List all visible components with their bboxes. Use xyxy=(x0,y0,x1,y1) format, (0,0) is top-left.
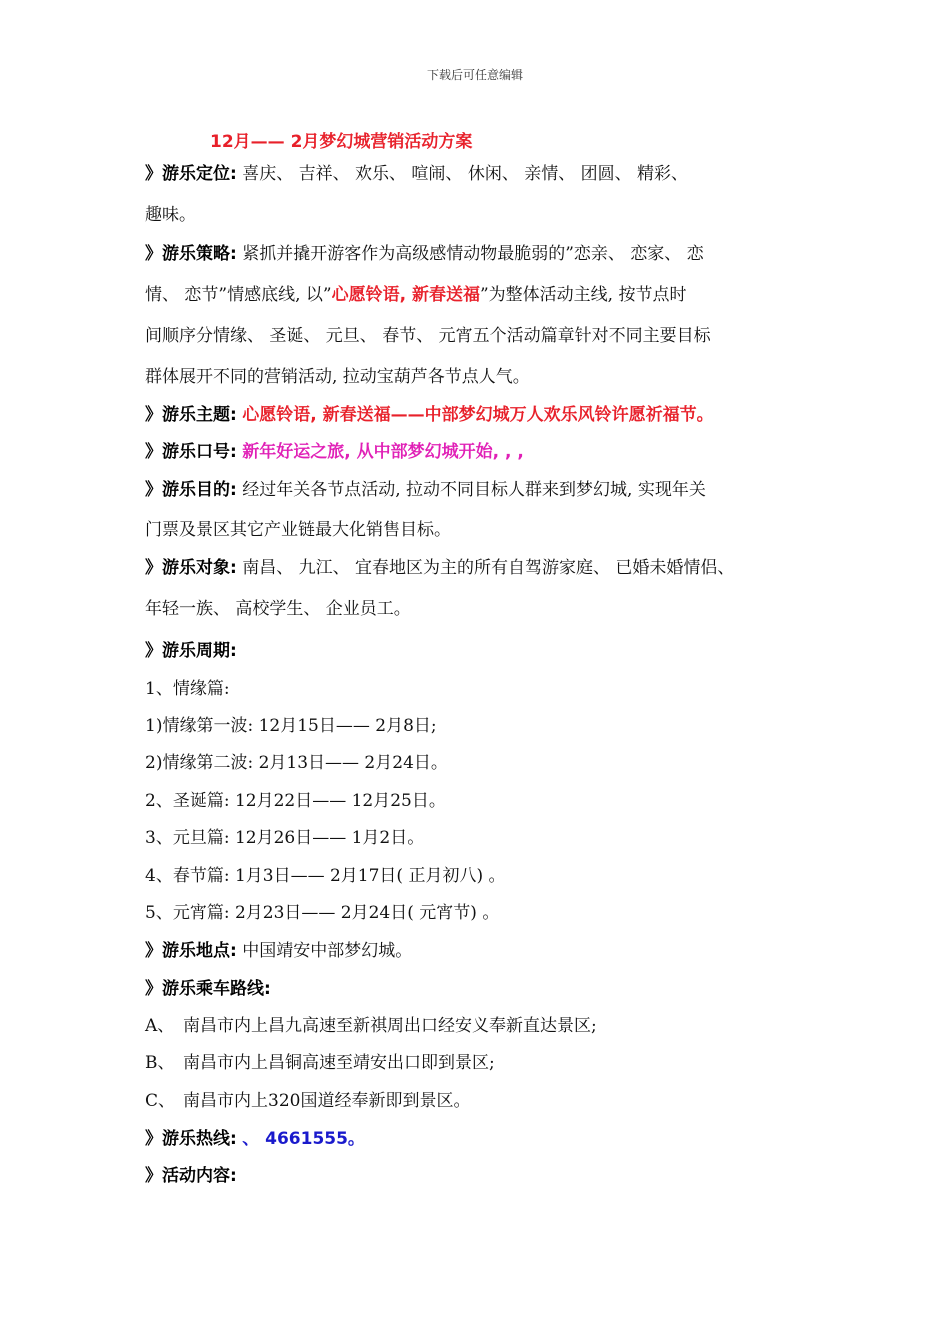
slogan-text: 新年好运之旅, 从中部梦幻城开始, , , xyxy=(242,442,524,462)
goal-label: 》游乐目的: xyxy=(145,480,237,500)
route-label-line xyxy=(145,977,271,1001)
route-item xyxy=(145,1014,597,1038)
goal-text: 经过年关各节点活动, 拉动不同目标人群来到梦幻城, 实现年关 xyxy=(242,480,706,500)
period-item: 4、春节篇: 1月3日—— 2月17日( 正月初八) 。 xyxy=(145,866,506,886)
hotline-number: 、 4661555。 xyxy=(242,1129,365,1149)
strategy-line-2 xyxy=(145,283,686,307)
strategy-label: 》游乐策略: xyxy=(145,244,237,264)
strategy-line xyxy=(145,242,704,266)
audience-label: 》游乐对象: xyxy=(145,558,237,578)
positioning-text-cont: 趣味。 xyxy=(145,205,196,225)
period-item: 2、圣诞篇: 12月22日—— 12月25日。 xyxy=(145,791,446,811)
period-label-line xyxy=(145,639,237,663)
content-label-line xyxy=(145,1164,237,1188)
audience-text: 南昌、 九江、 宜春地区为主的所有自驾游家庭、 已婚未婚情侣、 xyxy=(242,558,735,578)
period-item: 1、情缘篇: xyxy=(145,679,230,699)
slogan-label: 》游乐口号: xyxy=(145,442,237,462)
route-text: 南昌市内上昌九高速至新祺周出口经安义奉新直达景区; xyxy=(183,1016,597,1036)
route-key: A、 xyxy=(145,1016,175,1036)
theme-line xyxy=(145,403,714,427)
audience-text-cont: 年轻一族、 高校学生、 企业员工。 xyxy=(145,599,411,619)
content-label: 》活动内容: xyxy=(145,1166,237,1186)
period-item: 1)情缘第一波: 12月15日—— 2月8日; xyxy=(145,716,437,736)
goal-line xyxy=(145,478,706,502)
positioning-label: 》游乐定位: xyxy=(145,164,237,184)
page-header: 下载后可任意编辑 xyxy=(426,68,523,82)
strategy-text-2a: 情、 恋节”情感底线, 以” xyxy=(145,285,332,305)
hotline-label: 》游乐热线: xyxy=(145,1129,237,1149)
strategy-highlight: 心愿铃语, 新春送福 xyxy=(331,285,480,305)
route-text: 南昌市内上昌铜高速至靖安出口即到景区; xyxy=(183,1053,495,1073)
period-item: 3、元旦篇: 12月26日—— 1月2日。 xyxy=(145,828,425,848)
theme-label: 》游乐主题: xyxy=(145,405,237,425)
strategy-text-4: 群体展开不同的营销活动, 拉动宝葫芦各节点人气。 xyxy=(145,367,530,387)
location-label: 》游乐地点: xyxy=(145,941,237,961)
period-label: 》游乐周期: xyxy=(145,641,237,661)
route-item xyxy=(145,1089,470,1113)
period-item: 5、元宵篇: 2月23日—— 2月24日( 元宵节) 。 xyxy=(145,903,500,923)
audience-line xyxy=(145,556,734,580)
period-item: 2)情缘第二波: 2月13日—— 2月24日。 xyxy=(145,753,448,773)
strategy-text: 紧抓并撬开游客作为高级感情动物最脆弱的”恋亲、 恋家、 恋 xyxy=(242,244,704,264)
goal-text-cont: 门票及景区其它产业链最大化销售目标。 xyxy=(145,520,451,540)
route-item xyxy=(145,1051,495,1075)
strategy-text-2b: ”为整体活动主线, 按节点时 xyxy=(479,285,687,305)
location-line xyxy=(145,939,412,963)
page-title: 12月—— 2月梦幻城营销活动方案 xyxy=(210,132,473,152)
location-text: 中国靖安中部梦幻城。 xyxy=(242,941,413,961)
route-key: C、 xyxy=(145,1091,176,1111)
route-label: 》游乐乘车路线: xyxy=(145,979,271,999)
route-key: B、 xyxy=(145,1053,175,1073)
hotline-line xyxy=(145,1127,365,1151)
theme-text: 心愿铃语, 新春送福——中部梦幻城万人欢乐风铃许愿祈福节。 xyxy=(242,405,714,425)
strategy-text-3: 间顺序分情缘、 圣诞、 元旦、 春节、 元宵五个活动篇章针对不同主要目标 xyxy=(145,326,711,346)
positioning-line xyxy=(145,162,688,186)
route-text: 南昌市内上320国道经奉新即到景区。 xyxy=(183,1091,471,1111)
positioning-text: 喜庆、 吉祥、 欢乐、 喧闹、 休闲、 亲情、 团圆、 精彩、 xyxy=(242,164,689,184)
slogan-line xyxy=(145,440,524,464)
